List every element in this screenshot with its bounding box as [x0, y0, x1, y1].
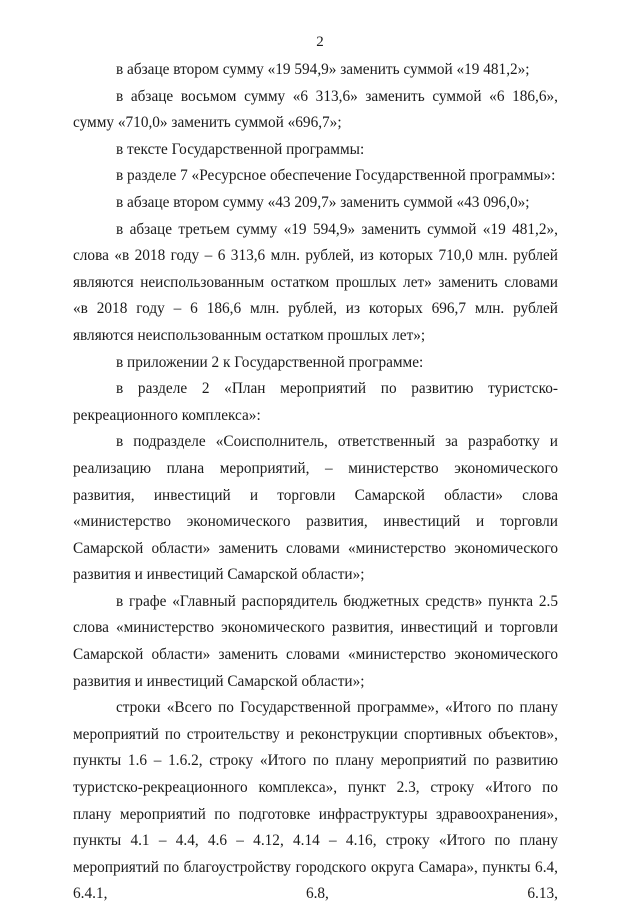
paragraph-5: в абзаце втором сумму «43 209,7» заменить суммой «43 096,0»; [116, 193, 530, 211]
paragraph-11: строки «Всего по Государственной программе», «Итого по плану мероприятий по строительству и реконструкции спортивных объектов», пункты 1.6 – 1.6.2, строку «Итого по плану мероприятий по развитию туристско-рекреационного комплекса», пункт 2.3, строку «Итого по плану мероприятий по подготовке инфраструктуры здравоохранения», пункты 4.1 – 4.4, 4.6 – 4.12, 4.14 – 4.16, строку «Итого по плану мероприятий по благоустройству городского округа Самара», пункты 6.4, 6.4.1, 6.8, 6.13, [73, 699, 558, 903]
paragraph-9: в подразделе «Соисполнитель, ответственный за разработку и реализацию плана мероприятий, – министерство экономического развития, инвестиций и торговли Самарской области» слова «министерство экономического развития, инвестиций и торговли Самарской области» заменить словами «министерство экономического развития и инвестиций Самарской области»; [73, 433, 558, 584]
paragraph-8: в разделе 2 «План мероприятий по развитию туристско-рекреационного комплекса»: [73, 380, 558, 424]
paragraph-3: в тексте Государственной программы: [116, 140, 365, 158]
paragraph-4: в разделе 7 «Ресурсное обеспечение Государственной программы»: [116, 167, 556, 185]
paragraph-2: в абзаце восьмом сумму «6 313,6» заменить суммой «6 186,6», сумму «710,0» заменить суммой «696,7»; [73, 87, 558, 132]
paragraph-1: в абзаце втором сумму «19 594,9» заменить суммой «19 481,2»; [116, 61, 530, 78]
paragraph-10: в графе «Главный распорядитель бюджетных средств» пункта 2.5 слова «министерство экономического развития, инвестиций и торговли Самарской области» заменить словами «министерство экономического развития и инвестиций Самарской области»; [73, 592, 558, 690]
page-number: 2 [316, 34, 324, 50]
paragraph-6: в абзаце третьем сумму «19 594,9» заменить суммой «19 481,2», слова «в 2018 году – 6 313,6 млн. рублей, из которых 710,0 млн. рублей являются неиспользованным остатком прошлых лет» заменить словами «в 2018 году – 6 186,6 млн. рублей, из которых 696,7 млн. рублей являются неиспользованным остатком прошлых лет»; [73, 220, 558, 344]
document-body [73, 57, 558, 908]
paragraph-7: в приложении 2 к Государственной программе: [116, 353, 424, 371]
